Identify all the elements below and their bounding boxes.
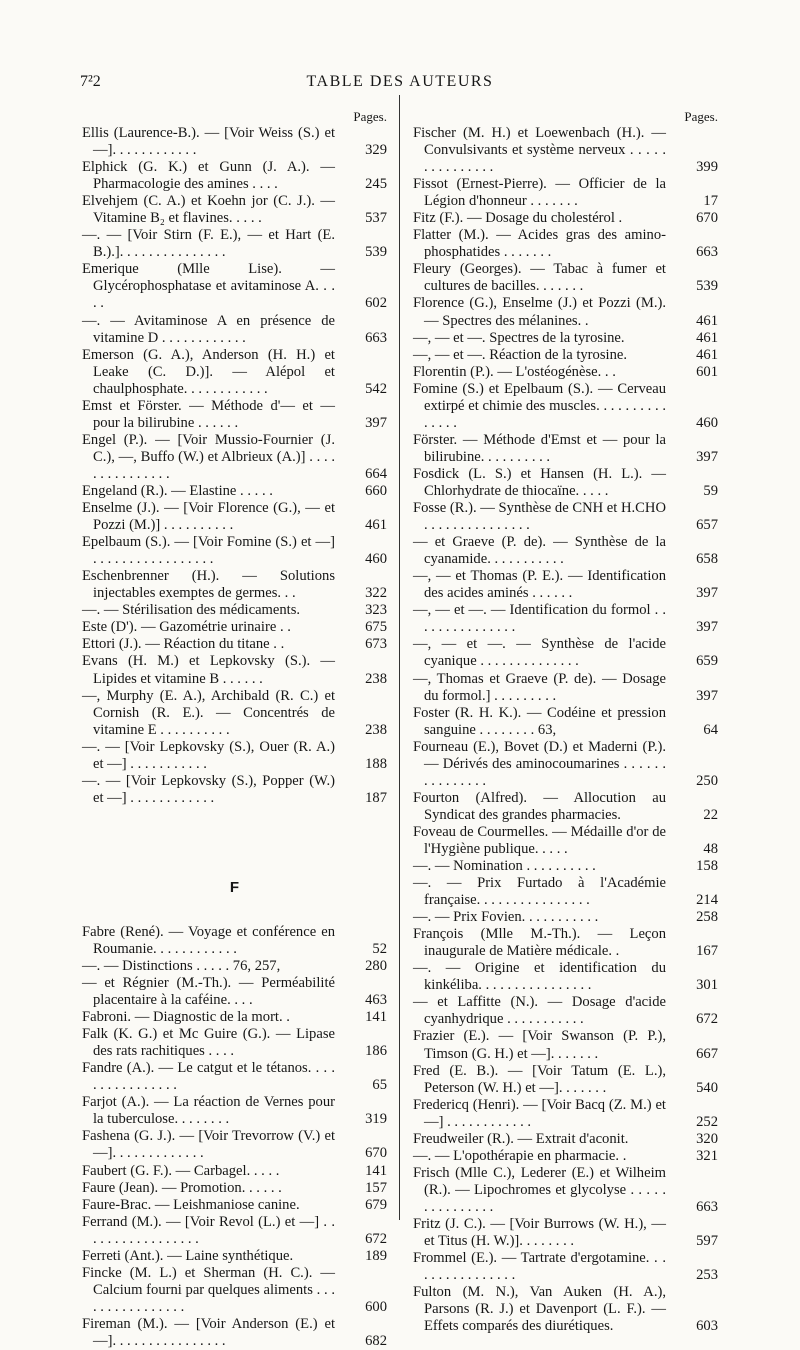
entry-page-number: 321 (696, 1147, 718, 1164)
entry-text: Evans (H. M.) et Lepkovsky (S.). — Lipides et vitamine B . . . . . . (82, 653, 335, 687)
entry-page-number: 253 (696, 1267, 718, 1284)
entry-text: —. — [Voir Lepkovsky (S.), Ouer (R. A.) et —] . . . . . . . . . . . (82, 738, 335, 772)
entry-text: Fischer (M. H.) et Loewenbach (H.). — Convulsivants et système nerveux . . . . . . . . . . . . . . . (413, 125, 666, 176)
entry-text: Fomine (S.) et Epelbaum (S.). — Cerveau extirpé et chimie des muscles. . . . . . . . . . . . . . . (413, 380, 666, 431)
entry-text: Foveau de Courmelles. — Médaille d'or de l'Hygiène publique. . . . . (413, 823, 666, 857)
index-entry (413, 1216, 718, 1250)
entry-text: Florence (G.), Enselme (J.) et Pozzi (M.). — Spectres des mélanines. . (413, 295, 666, 329)
index-entry (413, 330, 718, 347)
index-entry (413, 790, 718, 824)
index-entry (82, 739, 387, 773)
entry-text: Farjot (A.). — La réaction de Vernes pour la tuberculose. . . . . . . . (82, 1094, 335, 1128)
entry-text: Fabroni. — Diagnostic de la mort. . (82, 1009, 290, 1026)
entry-page-number: 460 (696, 414, 718, 431)
index-entry (413, 261, 718, 295)
index-entry (413, 960, 718, 994)
entry-text: Fissot (Ernest-Pierre). — Officier de la Légion d'honneur . . . . . . . (413, 176, 666, 210)
entry-page-number: 682 (365, 1333, 387, 1349)
entry-page-number: 463 (365, 992, 387, 1009)
entry-page-number: 679 (365, 1196, 387, 1213)
entry-text: Foster (R. H. K.). — Codéine et pression sanguine . . . . . . . . 63, (413, 704, 666, 738)
entry-page-number: 157 (365, 1179, 387, 1196)
entry-text: Engeland (R.). — Elastine . . . . . (82, 482, 273, 499)
entry-text: —. — Nomination . . . . . . . . . . (413, 858, 596, 875)
entry-text: —. — Prix Fovien. . . . . . . . . . . (413, 909, 599, 926)
entry-text: Fred (E. B.). — [Voir Tatum (E. L.), Peterson (W. H.) et —]. . . . . . . (413, 1062, 666, 1096)
entry-text: Fourneau (E.), Bovet (D.) et Maderni (P.). — Dérivés des aminocoumarines . . . . . . . . . . . . . . . (413, 738, 666, 789)
index-entry (413, 909, 718, 926)
entry-page-number: 597 (696, 1233, 718, 1250)
entry-page-number: 399 (696, 159, 718, 176)
entry-page-number: 539 (365, 244, 387, 261)
entry-page-number: 238 (365, 670, 387, 687)
index-entry (82, 773, 387, 807)
entry-page-number: 258 (696, 909, 718, 926)
entry-page-number: 670 (365, 1145, 387, 1162)
index-entry (413, 994, 718, 1028)
entry-page-number: 320 (696, 1130, 718, 1147)
entry-text: —. — Distinctions . . . . . 76, 257, (82, 957, 281, 974)
section-letter: F (229, 878, 240, 896)
index-entry (82, 1265, 387, 1316)
entry-page-number: 214 (696, 892, 718, 909)
entry-page-number: 537 (365, 210, 387, 227)
entry-text: Este (D'). — Gazométrie urinaire . . (82, 619, 291, 636)
entry-text: Emerson (G. A.), Anderson (H. H.) et Leake (C. D.)]. — Alépol et chaulphosphate. . . . . . . . . . . . (82, 346, 335, 397)
index-entry (82, 261, 387, 312)
index-entry (82, 193, 387, 227)
entry-page-number: 657 (696, 517, 718, 534)
entry-text: Ellis (Laurence-B.). — [Voir Weiss (S.) et —]. . . . . . . . . . . . (82, 125, 335, 159)
entry-text: Frommel (E.). — Tartrate d'ergotamine. . . . . . . . . . . . . . . . (413, 1250, 666, 1284)
entry-text: —, — et —. — Identification du formol . . . . . . . . . . . . . . . (413, 602, 666, 636)
entry-text: Fritz (J. C.). — [Voir Burrows (W. H.), — et Titus (H. W.)]. . . . . . . . (413, 1216, 666, 1250)
index-entry (82, 1026, 387, 1060)
index-entry (413, 1131, 718, 1148)
entry-page-number: 540 (696, 1079, 718, 1096)
entry-text: Frazier (E.). — [Voir Swanson (P. P.), Timson (G. H.) et —]. . . . . . . (413, 1028, 666, 1062)
entry-text: —, — et Thomas (P. E.). — Identification des acides aminés . . . . . . (413, 568, 666, 602)
entry-page-number: 664 (365, 465, 387, 482)
entry-text: Faure-Brac. — Leishmaniose canine. (82, 1196, 300, 1213)
index-entry (413, 500, 718, 534)
entry-text: Fandre (A.). — Le catgut et le tétanos. . . . . . . . . . . . . . . . (82, 1060, 335, 1094)
index-entry (82, 602, 387, 619)
entry-text: Engel (P.). — [Voir Mussio-Fournier (J. C.), —, Buffo (W.) et Albrieux (A.)] . . . . . . . . . . . . . . . (82, 431, 335, 482)
index-entry (413, 534, 718, 568)
entry-page-number: 660 (365, 482, 387, 499)
index-entry (413, 1284, 718, 1335)
entry-page-number: 187 (365, 789, 387, 806)
entry-text: —. — L'opothérapie en pharmacie. . (413, 1147, 627, 1164)
entry-page-number: 397 (365, 414, 387, 431)
entry-text: —, Murphy (E. A.), Archibald (R. C.) et Cornish (R. E.). — Concentrés de vitamine E . . . . . . . . . . (82, 687, 335, 738)
entry-page-number: 460 (365, 551, 387, 568)
index-entry (413, 125, 718, 176)
entry-page-number: 461 (696, 312, 718, 329)
entry-page-number: 250 (696, 772, 718, 789)
entry-page-number: 252 (696, 1113, 718, 1130)
entry-text: Frisch (Mlle C.), Lederer (E.) et Wilheim (R.). — Lipochromes et glycolyse . . . . . . . . . . . . . . . (413, 1164, 666, 1215)
entry-text: —, — et —. — Synthèse de l'acide cyanique . . . . . . . . . . . . . . (413, 636, 666, 670)
column-divider (399, 95, 400, 1220)
entry-text: Fincke (M. L.) et Sherman (H. C.). — Calcium fourni par quelques aliments . . . . . . . . . . . . . . . . (82, 1264, 335, 1315)
entry-page-number: 64 (703, 721, 718, 738)
index-entry (413, 739, 718, 790)
index-entry (82, 1316, 387, 1350)
index-entry (82, 1060, 387, 1094)
entry-text: Ferreti (Ant.). — Laine synthétique. (82, 1247, 294, 1264)
entry-page-number: 17 (703, 193, 718, 210)
entry-page-number: 673 (365, 636, 387, 653)
entry-page-number: 319 (365, 1111, 387, 1128)
entry-text: Emst et Förster. — Méthode d'— et — pour la bilirubine . . . . . . (82, 397, 335, 431)
index-entry (413, 1063, 718, 1097)
entry-page-number: 397 (696, 619, 718, 636)
entry-page-number: 322 (365, 585, 387, 602)
index-entry (413, 295, 718, 329)
running-title: TABLE DES AUTEURS (306, 73, 494, 90)
entry-text: Ettori (J.). — Réaction du titane . . (82, 636, 285, 653)
entry-text: —. — Origine et identification du kinkéliba. . . . . . . . . . . . . . . . (413, 960, 666, 994)
index-entry (413, 1148, 718, 1165)
index-entry (82, 500, 387, 534)
section-gap (82, 807, 387, 852)
entry-page-number: 141 (365, 1162, 387, 1179)
entry-page-number: 238 (365, 721, 387, 738)
entry-page-number: 663 (365, 329, 387, 346)
index-entry (413, 227, 718, 261)
index-entry (413, 671, 718, 705)
index-entry (82, 1180, 387, 1197)
entry-text: Fabre (René). — Voyage et conférence en Roumanie. . . . . . . . . . . . (82, 923, 335, 957)
entry-page-number: 22 (703, 806, 718, 823)
index-entry (82, 432, 387, 483)
entry-text: Fashena (G. J.). — [Voir Trevorrow (V.) et —]. . . . . . . . . . . . . (82, 1128, 335, 1162)
entry-page-number: 659 (696, 653, 718, 670)
entry-text: —. — Avitaminose A en présence de vitamine D . . . . . . . . . . . . (82, 312, 335, 346)
entry-text: Epelbaum (S.). — [Voir Fomine (S.) et —] . . . . . . . . . . . . . . . . . (82, 534, 335, 568)
index-entry (413, 176, 718, 210)
entry-text: Eschenbrenner (H.). — Solutions injectables exemptes de germes. . . (82, 568, 335, 602)
right-column (413, 108, 718, 1335)
entry-page-number: 397 (696, 687, 718, 704)
entry-page-number: 461 (696, 329, 718, 346)
entry-page-number: 397 (696, 585, 718, 602)
index-entry (82, 125, 387, 159)
entry-page-number: 600 (365, 1298, 387, 1315)
entry-text: Fireman (M.). — [Voir Anderson (E.) et —]. . . . . . . . . . . . . . . . (82, 1315, 335, 1349)
entry-page-number: 188 (365, 755, 387, 772)
entry-text: Ferrand (M.). — [Voir Revol (L.) et —] . . . . . . . . . . . . . . . . . (82, 1213, 335, 1247)
entry-page-number: 461 (365, 517, 387, 534)
entry-text: Enselme (J.). — [Voir Florence (G.), — et Pozzi (M.)] . . . . . . . . . . (82, 500, 335, 534)
entry-text: —. — Prix Furtado à l'Académie française. . . . . . . . . . . . . . . . (413, 875, 666, 909)
entry-page-number: 670 (696, 210, 718, 227)
index-entry (82, 534, 387, 568)
entry-page-number: 48 (703, 840, 718, 857)
entry-page-number: 186 (365, 1043, 387, 1060)
left-column (82, 108, 387, 1350)
index-entry (413, 210, 718, 227)
index-entry (82, 483, 387, 500)
entry-text: —, — et —. Réaction de la tyrosine. (413, 346, 627, 363)
index-entry (82, 159, 387, 193)
entry-page-number: 329 (365, 142, 387, 159)
index-entry (82, 975, 387, 1009)
index-entry (413, 432, 718, 466)
entry-text: Fleury (Georges). — Tabac à fumer et cultures de bacilles. . . . . . . (413, 261, 666, 295)
index-entry (413, 466, 718, 500)
entry-page-number: 189 (365, 1247, 387, 1264)
entry-page-number: 663 (696, 244, 718, 261)
index-entry (413, 705, 718, 739)
entry-page-number: 397 (696, 448, 718, 465)
index-entry (82, 1214, 387, 1248)
index-entry (413, 875, 718, 909)
index-entry (82, 1248, 387, 1265)
index-entry (82, 398, 387, 432)
entry-page-number: 602 (365, 295, 387, 312)
index-entry (82, 619, 387, 636)
entry-page-number: 658 (696, 551, 718, 568)
entry-page-number: 603 (696, 1318, 718, 1335)
index-entry (413, 347, 718, 364)
entry-text: Förster. — Méthode d'Emst et — pour la bilirubine. . . . . . . . . . (413, 431, 666, 465)
index-entry (413, 1097, 718, 1131)
entry-page-number: 542 (365, 380, 387, 397)
pages-label: Pages. (684, 109, 718, 124)
entry-text: Emerique (Mlle Lise). — Glycérophosphatase et avitaminose A. . . . . (82, 261, 335, 312)
entry-page-number: 59 (703, 482, 718, 499)
entry-text: Fosdick (L. S.) et Hansen (H. L.). — Chlorhydrate de thiocaïne. . . . . (413, 465, 666, 499)
entry-text: —. — [Voir Lepkovsky (S.), Popper (W.) et —] . . . . . . . . . . . . (82, 772, 335, 806)
index-entry (413, 1028, 718, 1062)
entry-text: —, — et —. Spectres de la tyrosine. (413, 329, 625, 346)
entry-page-number: 461 (696, 346, 718, 363)
index-entry (413, 824, 718, 858)
index-entry (82, 688, 387, 739)
entry-text: Fulton (M. N.), Van Auken (H. A.), Parsons (R. J.) et Davenport (L. F.). — Effets comparés des diurétiques. (413, 1284, 666, 1335)
entry-text: Fourton (Alfred). — Allocution au Syndicat des grandes pharmacies. (413, 789, 666, 823)
entry-text: —, Thomas et Graeve (P. de). — Dosage du formol.] . . . . . . . . . (413, 670, 666, 704)
entry-text: Elphick (G. K.) et Gunn (J. A.). — Pharmacologie des amines . . . . (82, 159, 335, 193)
index-entry (413, 858, 718, 875)
entry-page-number: 280 (365, 957, 387, 974)
index-entry (82, 1128, 387, 1162)
entry-page-number: 141 (365, 1009, 387, 1026)
entry-text: — et Laffitte (N.). — Dosage d'acide cyanhydrique . . . . . . . . . . . (413, 994, 666, 1028)
entry-page-number: 663 (696, 1198, 718, 1215)
index-entry (413, 602, 718, 636)
index-entry (82, 347, 387, 398)
index-entry (82, 1197, 387, 1214)
index-entry (413, 926, 718, 960)
index-entry (82, 1009, 387, 1026)
entry-page-number: 667 (696, 1045, 718, 1062)
pages-label: Pages. (353, 109, 387, 124)
entry-text: Flatter (M.). — Acides gras des amino-phosphatides . . . . . . . (413, 227, 666, 261)
index-entry (82, 313, 387, 347)
index-entry (82, 653, 387, 687)
entry-page-number: 672 (696, 1011, 718, 1028)
index-entry (413, 1165, 718, 1216)
entry-text: Fredericq (Henri). — [Voir Bacq (Z. M.) et —] . . . . . . . . . . . . (413, 1096, 666, 1130)
entry-page-number: 539 (696, 278, 718, 295)
index-entry (413, 1250, 718, 1284)
entry-text: Fosse (R.). — Synthèse de CNH et H.CHO . . . . . . . . . . . . . . . (413, 500, 666, 534)
entry-text: —. — [Voir Stirn (F. E.), — et Hart (E. B.).]. . . . . . . . . . . . . . . (82, 227, 335, 261)
index-entry (82, 1094, 387, 1128)
entry-page-number: 672 (365, 1230, 387, 1247)
entry-page-number: 158 (696, 858, 718, 875)
entry-text: Falk (K. G.) et Mc Guire (G.). — Lipase des rats rachitiques . . . . (82, 1026, 335, 1060)
index-entry (413, 364, 718, 381)
entry-text: Elvehjem (C. A.) et Koehn jor (C. J.). — Vitamine B₂ et flavines. . . . . (82, 193, 335, 227)
index-entry (82, 568, 387, 602)
index-entry (413, 381, 718, 432)
index-entry (82, 958, 387, 975)
entry-page-number: 245 (365, 176, 387, 193)
entry-text: Faure (Jean). — Promotion. . . . . . (82, 1179, 282, 1196)
index-entry (413, 636, 718, 670)
index-entry (82, 924, 387, 958)
entry-page-number: 323 (365, 602, 387, 619)
entry-page-number: 167 (696, 943, 718, 960)
entry-text: François (Mlle M.-Th.). — Leçon inaugurale de Matière médicale. . (413, 926, 666, 960)
entry-text: — et Régnier (M.-Th.). — Perméabilité placentaire à la caféine. . . . (82, 975, 335, 1009)
entry-page-number: 601 (696, 363, 718, 380)
entry-page-number: 301 (696, 977, 718, 994)
index-entry (82, 636, 387, 653)
entry-text: Faubert (G. F.). — Carbagel. . . . . (82, 1162, 280, 1179)
entry-page-number: 65 (372, 1077, 387, 1094)
entry-text: Fitz (F.). — Dosage du cholestérol . (413, 210, 623, 227)
entry-page-number: 675 (365, 619, 387, 636)
index-entry (82, 1163, 387, 1180)
index-entry (82, 227, 387, 261)
entry-text: — et Graeve (P. de). — Synthèse de la cyanamide. . . . . . . . . . . (413, 534, 666, 568)
index-entry (413, 568, 718, 602)
page-number: 7²2 (80, 73, 101, 90)
entry-page-number: 52 (372, 940, 387, 957)
entry-text: —. — Stérilisation des médicaments. (82, 602, 301, 619)
entry-text: Freudweiler (R.). — Extrait d'aconit. (413, 1130, 629, 1147)
entry-text: Florentin (P.). — L'ostéogénèse. . . (413, 363, 616, 380)
